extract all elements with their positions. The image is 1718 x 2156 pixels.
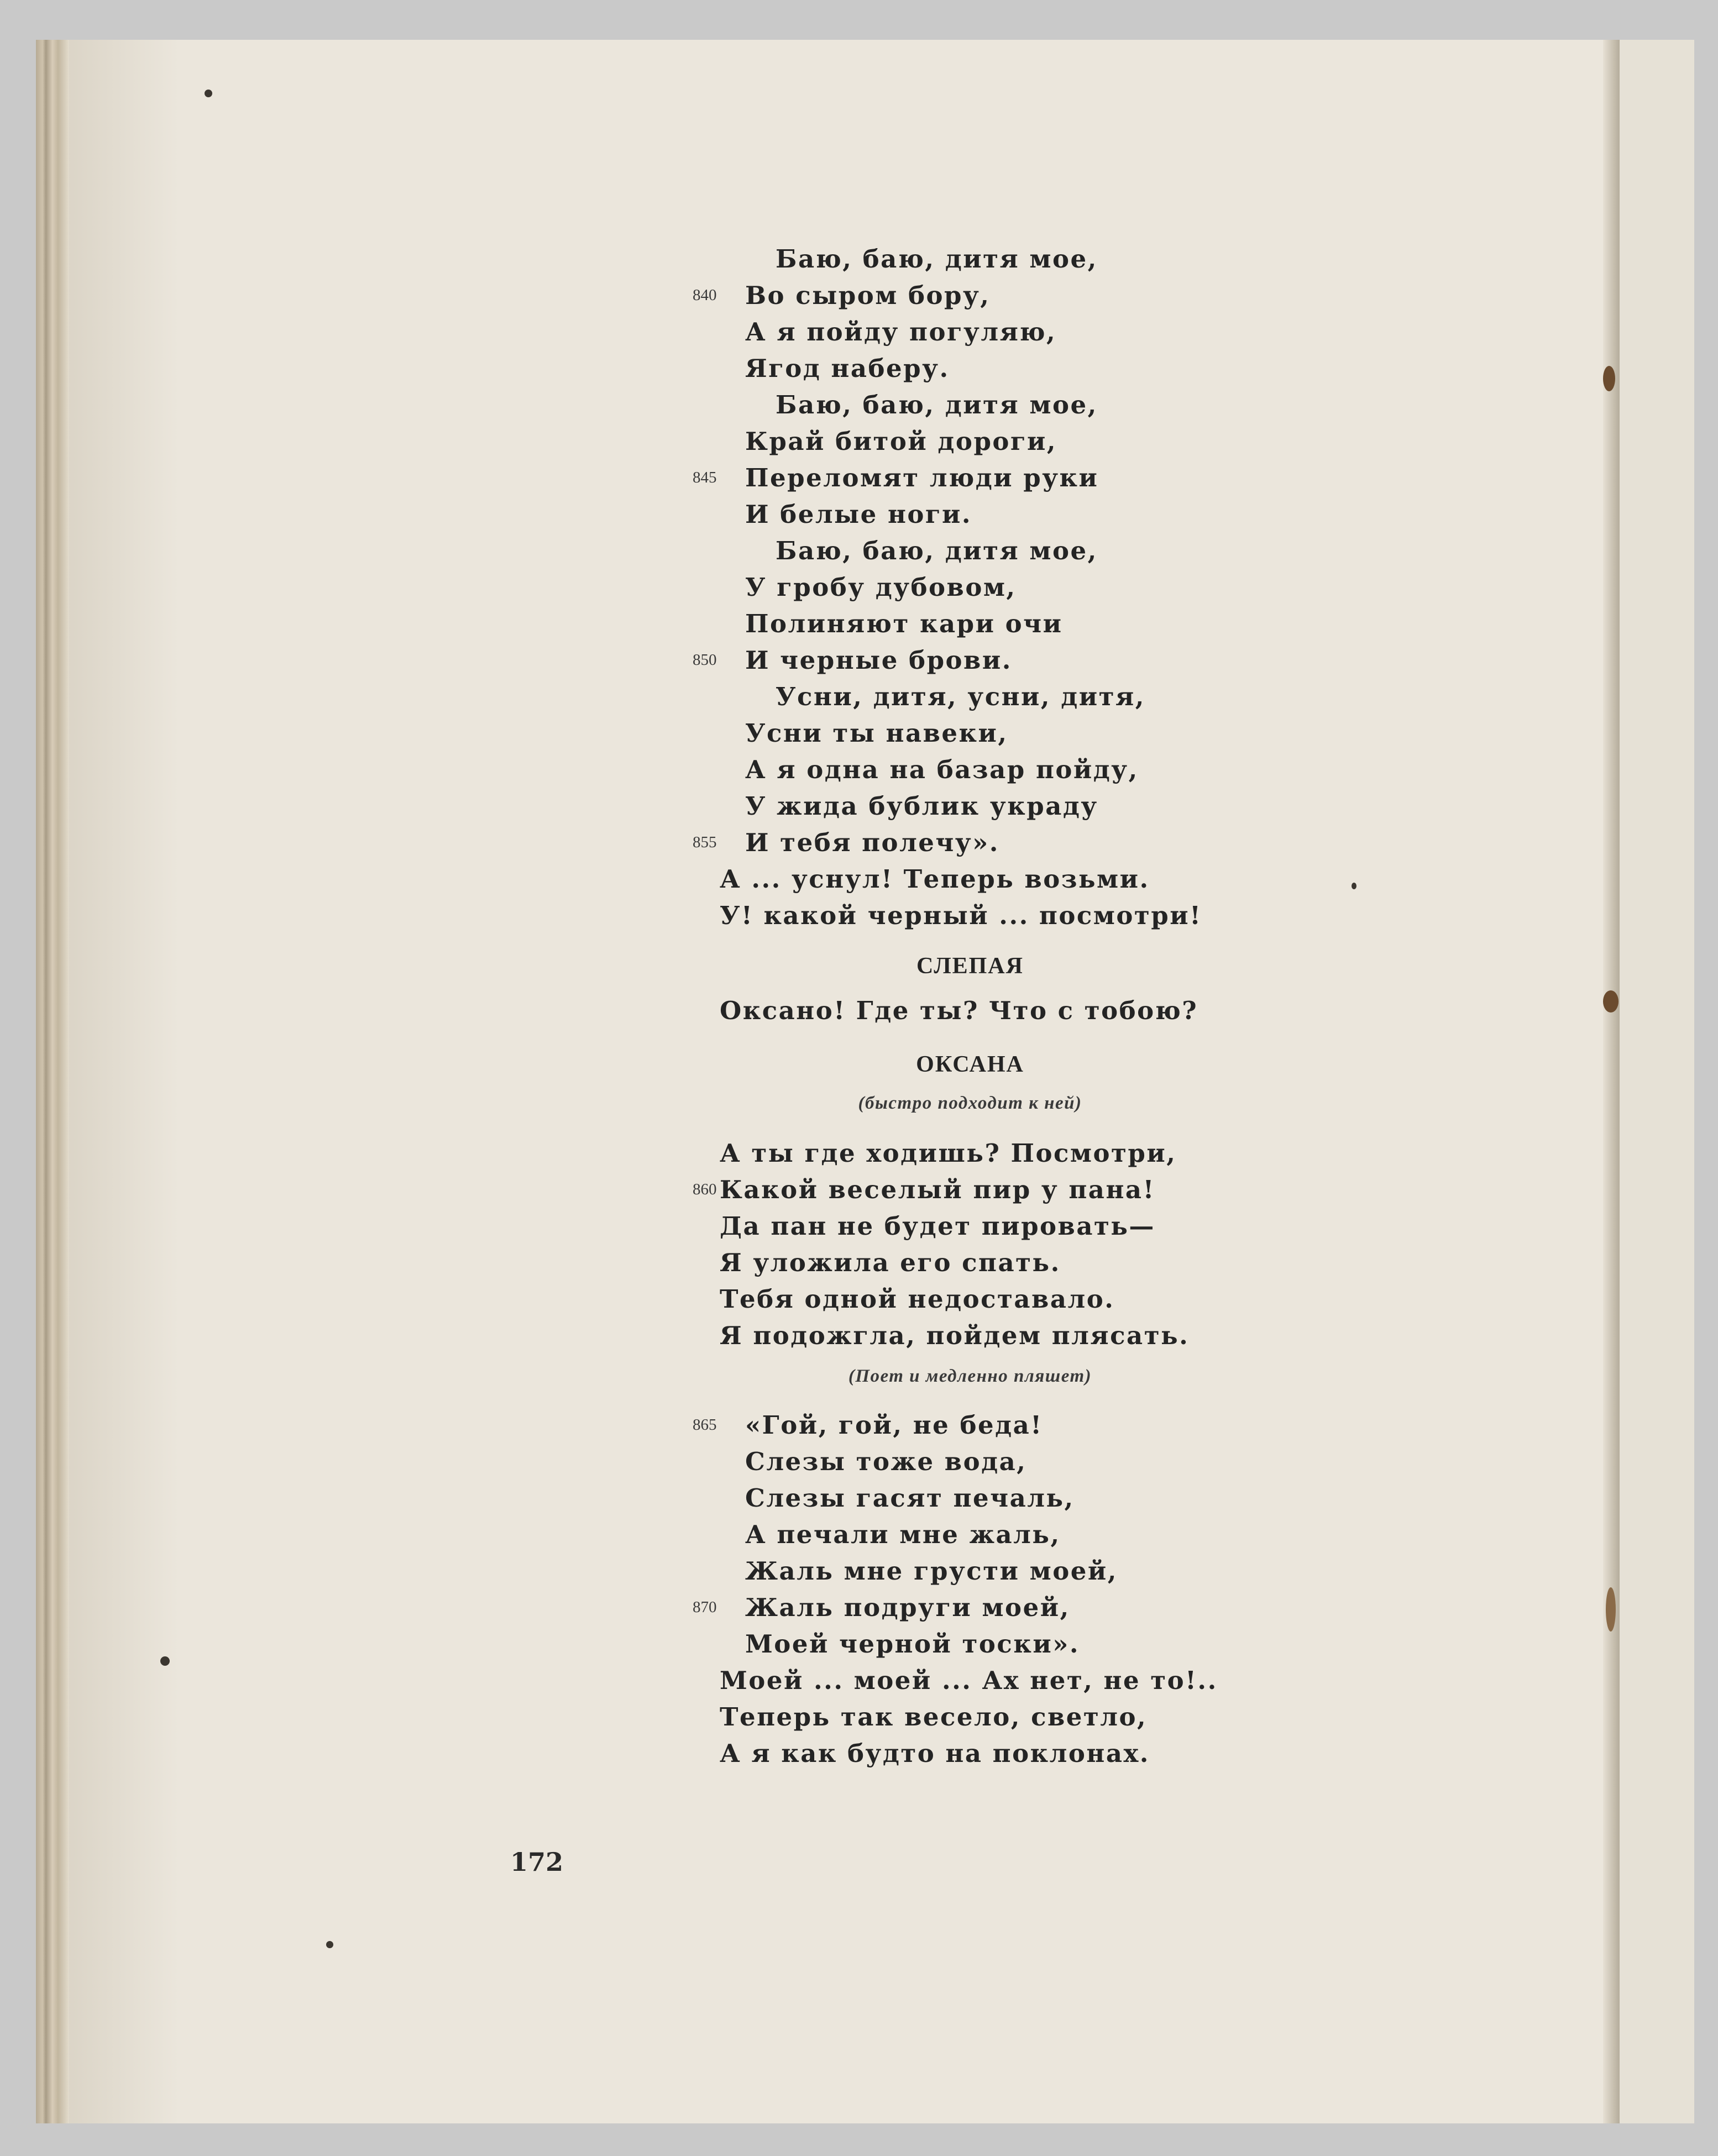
verse-line: Теперь так весело, светло, (720, 1702, 1148, 1732)
verse-line: Баю, баю, дитя мое, (776, 390, 1098, 419)
speaker-name: СЛЕПАЯ (916, 953, 1024, 979)
verse-line: Усни ты навеки, (745, 718, 1008, 748)
verse-line: А я пойду погуляю, (745, 317, 1057, 347)
ink-speck (1352, 883, 1356, 889)
verse-line: Усни, дитя, усни, дитя, (776, 682, 1145, 711)
ink-speck (1603, 990, 1619, 1013)
verse-line: А я одна на базар пойду, (745, 755, 1139, 784)
verse-line: «Гой, гой, не беда! (745, 1410, 1043, 1440)
verse-line: Слезы гасят печаль, (745, 1483, 1075, 1513)
verse-line: Баю, баю, дитя мое, (776, 536, 1098, 565)
verse-line: Тебя одной недоставало. (720, 1284, 1115, 1314)
ink-speck (1603, 366, 1615, 391)
verse-line: Я уложила его спать. (720, 1248, 1061, 1277)
line-number: 840 (693, 286, 717, 304)
verse-line: И тебя полечу». (745, 828, 999, 857)
verse-line: Оксано! Где ты? Что с тобою? (720, 996, 1198, 1025)
stage-direction: (Поет и медленно пляшет) (848, 1366, 1092, 1386)
line-number: 870 (693, 1598, 717, 1616)
verse-line: А ты где ходишь? Посмотри, (720, 1139, 1177, 1168)
verse-line: Да пан не будет пировать— (720, 1211, 1155, 1241)
verse-line: А я как будто на поклонах. (720, 1739, 1150, 1768)
ink-speck (160, 1656, 170, 1666)
verse-line: Во сыром бору, (745, 281, 991, 310)
line-number: 850 (693, 651, 717, 669)
facing-page-edge (1620, 40, 1694, 2123)
verse-line: Жаль подруги моей, (745, 1593, 1070, 1622)
page-shade (69, 40, 180, 2123)
line-number: 845 (693, 469, 717, 486)
verse-line: Какой веселый пир у пана! (720, 1175, 1155, 1204)
verse-line: У! какой черный ... посмотри! (720, 901, 1202, 930)
ink-speck (1606, 1587, 1616, 1632)
book-page (36, 40, 1694, 2123)
page-edges (36, 40, 69, 2123)
book-gutter (1603, 40, 1620, 2123)
verse-line: Край битой дороги, (745, 427, 1057, 456)
verse-line: И белые ноги. (745, 500, 972, 529)
ink-speck (326, 1941, 333, 1948)
stage-direction: (быстро подходит к ней) (858, 1093, 1082, 1113)
verse-line: А ... уснул! Теперь возьми. (720, 864, 1150, 894)
verse-line: Я подожгла, пойдем плясать. (720, 1321, 1190, 1350)
verse-line: Жаль мне грусти моей, (745, 1556, 1118, 1586)
verse-line: Моей ... моей ... Ах нет, не то!.. (720, 1666, 1218, 1695)
line-number: 855 (693, 833, 717, 851)
verse-line: У гробу дубовом, (745, 573, 1017, 602)
verse-line: И черные брови. (745, 646, 1012, 675)
verse-line: Баю, баю, дитя мое, (776, 244, 1098, 274)
verse-line: Переломят люди руки (745, 463, 1099, 492)
verse-line: У жида бублик украду (745, 791, 1098, 821)
verse-line: Ягод наберу. (745, 354, 950, 383)
verse-line: Слезы тоже вода, (745, 1447, 1027, 1476)
page-number: 172 (510, 1847, 564, 1877)
line-number: 860 (693, 1181, 717, 1198)
line-number: 865 (693, 1416, 717, 1434)
verse-line: А печали мне жаль, (745, 1520, 1061, 1549)
verse-line: Моей черной тоски». (745, 1629, 1080, 1659)
verse-line: Полиняют кари очи (745, 609, 1063, 638)
ink-speck (205, 90, 212, 97)
speaker-name: ОКСАНА (916, 1052, 1024, 1077)
